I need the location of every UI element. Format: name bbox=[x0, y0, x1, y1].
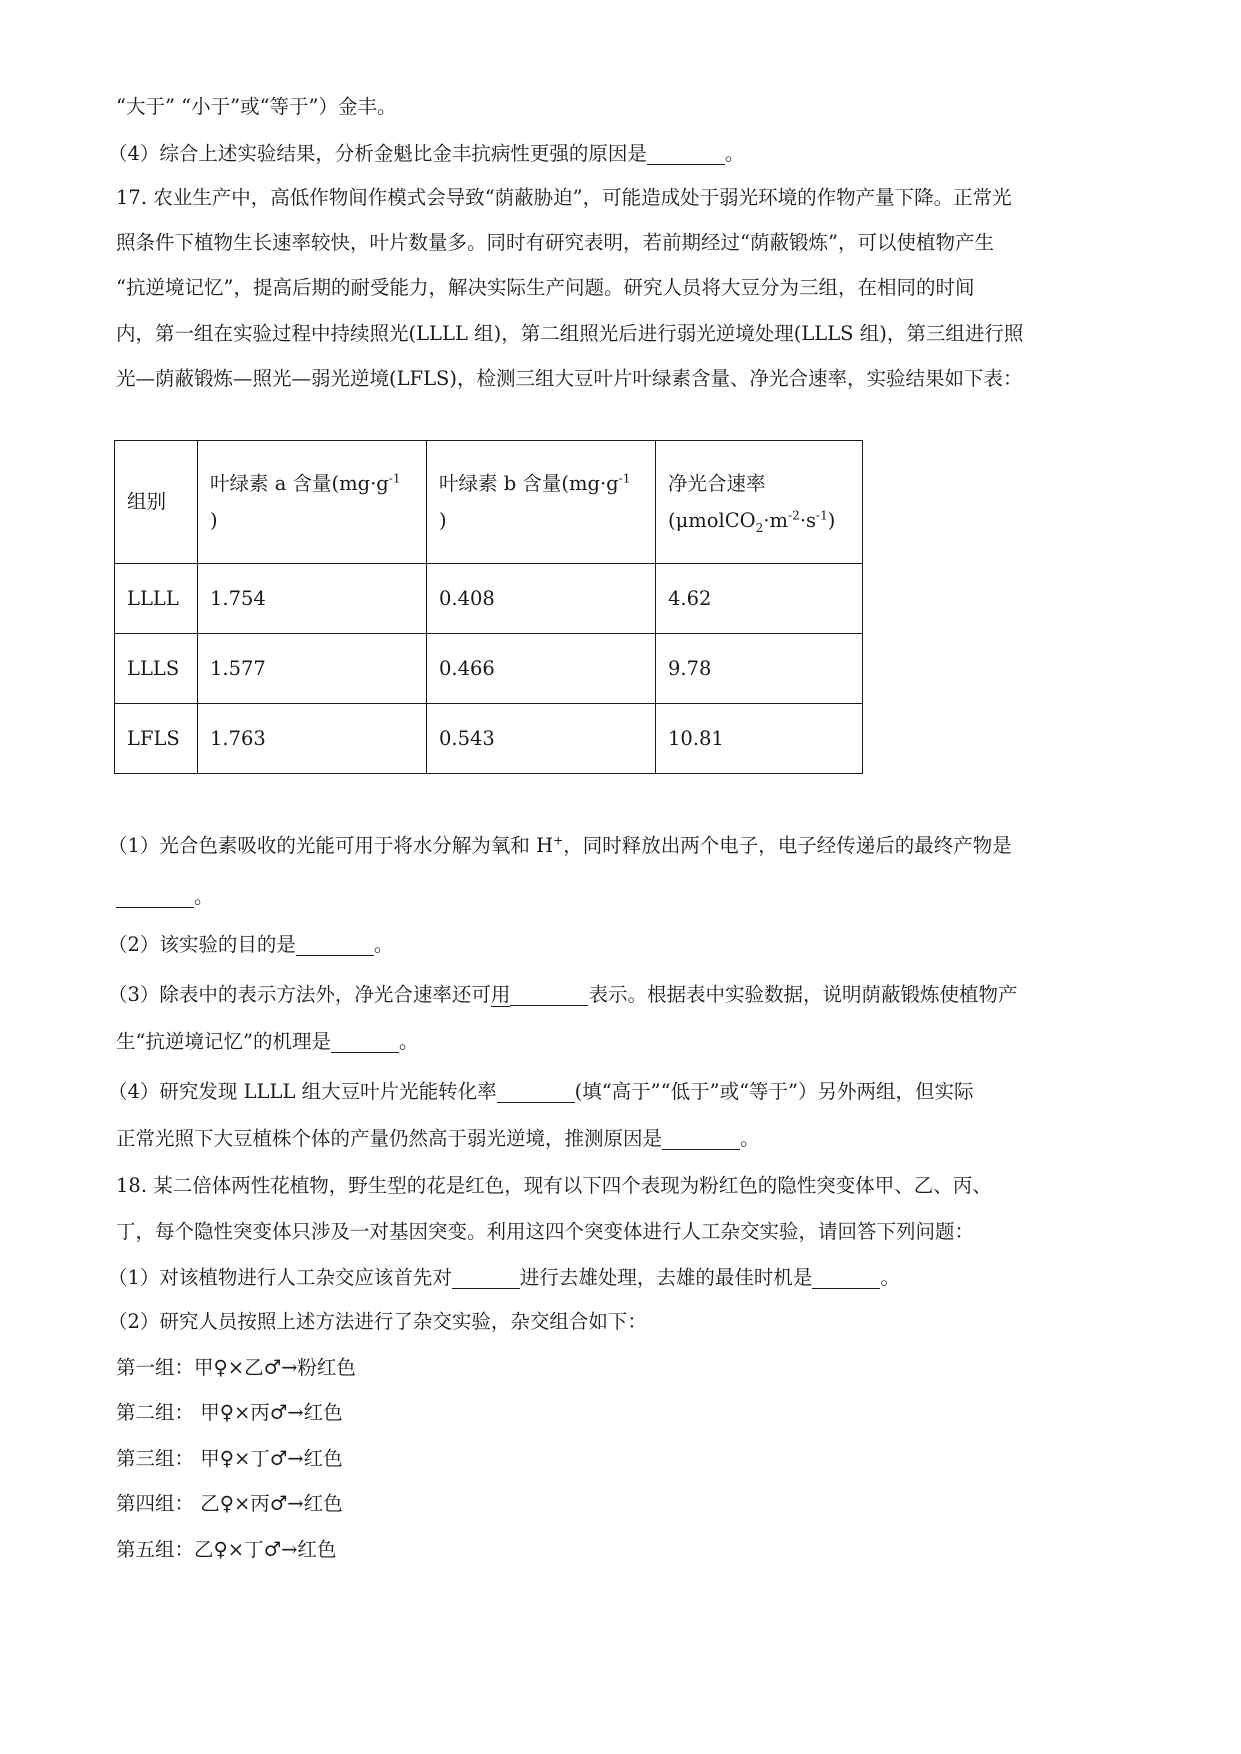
text: ，同时释放出两个电子，电子经传递后的最终产物是 bbox=[563, 834, 1012, 857]
text: （1）对该植物进行人工杂交应该首先对 bbox=[108, 1265, 452, 1289]
table-row bbox=[115, 704, 863, 774]
text: （2）该实验的目的是 bbox=[108, 932, 296, 956]
answer-blank[interactable] bbox=[497, 1081, 575, 1103]
text: 。 bbox=[880, 1265, 900, 1289]
text: 。 bbox=[724, 141, 745, 165]
superscript: -1 bbox=[816, 508, 828, 523]
text: （4）研究发现 LLLL 组大豆叶片光能转化率 bbox=[108, 1079, 497, 1103]
cross-group-5 bbox=[116, 1540, 336, 1560]
question-17-part-3-cont bbox=[116, 1031, 418, 1053]
header-cell-chlorophyll-b bbox=[427, 441, 656, 564]
table-cell: 9.78 bbox=[656, 634, 863, 704]
question-17-part-1-cont bbox=[116, 886, 214, 908]
table-row bbox=[115, 564, 863, 634]
header-text: ) bbox=[827, 509, 836, 532]
table-cell: 1.754 bbox=[198, 564, 427, 634]
text: （2）研究人员按照上述方法进行了杂交实验，杂交组合如下： bbox=[108, 1310, 647, 1333]
text: 第一组：甲♀×乙♂→粉红色 bbox=[116, 1356, 356, 1379]
text: 表示。根据表中实验数据，说明荫蔽锻炼使植物产 bbox=[588, 982, 1018, 1006]
answer-blank[interactable] bbox=[647, 143, 725, 165]
text: 正常光照下大豆植株个体的产量仍然高于弱光逆境，推测原因是 bbox=[116, 1126, 663, 1150]
header-text: 净光合速率 bbox=[668, 471, 766, 495]
answer-blank[interactable] bbox=[331, 1031, 399, 1053]
header-cell-group bbox=[115, 441, 198, 564]
answer-blank[interactable] bbox=[662, 1128, 740, 1150]
question-18-line bbox=[116, 1176, 992, 1196]
question-18-part-2 bbox=[108, 1312, 647, 1332]
header-text: ) bbox=[210, 509, 218, 532]
subscript: 2 bbox=[755, 520, 764, 535]
text: 第四组： 乙♀×丙♂→红色 bbox=[116, 1492, 343, 1515]
table-cell: LLLS bbox=[115, 634, 198, 704]
superscript: + bbox=[553, 833, 564, 848]
question-18-line bbox=[116, 1222, 974, 1242]
question-17-part-3 bbox=[108, 984, 1017, 1006]
header-text: 叶绿素 b 含量(mg·g bbox=[439, 471, 619, 495]
table-cell: 4.62 bbox=[656, 564, 863, 634]
text: 第三组： 甲♀×丁♂→红色 bbox=[116, 1447, 343, 1470]
superscript: -1 bbox=[388, 471, 401, 486]
header-cell-chlorophyll-a bbox=[198, 441, 427, 564]
text: 第二组： 甲♀×丙♂→红色 bbox=[116, 1401, 343, 1424]
cross-group-1 bbox=[116, 1358, 356, 1378]
table-cell: LLLL bbox=[115, 564, 198, 634]
answer-blank[interactable] bbox=[116, 886, 194, 908]
table-header-row bbox=[115, 441, 863, 564]
text: 18. 某二倍体两性花植物，野生型的花是红色，现有以下四个表现为粉红色的隐性突变体甲、乙、丙、 bbox=[116, 1174, 992, 1197]
question-17-line bbox=[116, 278, 974, 298]
question-17-line bbox=[116, 324, 1023, 344]
superscript: -2 bbox=[788, 508, 800, 523]
text: (填“高于”“低于”或“等于”）另外两组，但实际 bbox=[574, 1079, 974, 1103]
cross-group-2 bbox=[116, 1403, 343, 1423]
text: 第五组：乙♀×丁♂→红色 bbox=[116, 1538, 337, 1561]
question-17-part-2 bbox=[108, 934, 393, 956]
table-cell: 0.466 bbox=[427, 634, 656, 704]
text: 生“抗逆境记忆”的机理是 bbox=[116, 1029, 331, 1053]
text: 丁，每个隐性突变体只涉及一对基因突变。利用这四个突变体进行人工杂交实验，请回答下列问题： bbox=[116, 1220, 975, 1243]
results-table bbox=[114, 440, 863, 774]
question-17-part-4 bbox=[108, 1081, 974, 1103]
text: （1）光合色素吸收的光能可用于将水分解为氧和 H bbox=[108, 834, 554, 857]
header-text: 组别 bbox=[127, 490, 167, 514]
text: 。 bbox=[398, 1029, 419, 1053]
table-cell: 10.81 bbox=[656, 704, 863, 774]
text: 。 bbox=[740, 1126, 760, 1150]
text: 照条件下植物生长速率较快，叶片数量多。同时有研究表明，若前期经过“荫蔽锻炼”，可以使植物产生 bbox=[116, 231, 994, 254]
question-17-part-4-cont bbox=[116, 1128, 760, 1150]
question-17-line bbox=[116, 233, 994, 253]
question-17-line bbox=[116, 188, 1012, 208]
table-cell: LFLS bbox=[115, 704, 198, 774]
answer-blank[interactable] bbox=[812, 1267, 880, 1289]
text: “抗逆境记忆”，提高后期的耐受能力，解决实际生产问题。研究人员将大豆分为三组，在相同的时间 bbox=[116, 276, 975, 299]
question-18-part-1 bbox=[108, 1267, 900, 1289]
text: 进行去雄处理，去雄的最佳时机是 bbox=[519, 1265, 813, 1289]
table-cell: 1.577 bbox=[198, 634, 427, 704]
cross-group-4 bbox=[116, 1494, 343, 1514]
table-cell: 0.408 bbox=[427, 564, 656, 634]
cross-group-3 bbox=[116, 1449, 343, 1469]
text: 17. 农业生产中，高低作物间作模式会导致“荫蔽胁迫”，可能造成处于弱光环境的作物产量下降。正常光 bbox=[116, 186, 1012, 209]
answer-blank[interactable] bbox=[452, 1267, 520, 1289]
header-text: ·m bbox=[763, 509, 789, 532]
text-line bbox=[116, 97, 397, 117]
question-17-part-1 bbox=[108, 833, 1012, 857]
table-cell: 1.763 bbox=[198, 704, 427, 774]
header-text: (μmolCO bbox=[668, 509, 756, 532]
text: 。 bbox=[194, 884, 214, 908]
table-row bbox=[115, 634, 863, 704]
text: “大于” “小于”或“等于”）金丰。 bbox=[116, 95, 397, 118]
answer-blank[interactable] bbox=[296, 934, 374, 956]
question-17-line bbox=[116, 369, 1023, 389]
text: 光—荫蔽锻炼—照光—弱光逆境(LFLS)，检测三组大豆叶片叶绿素含量、净光合速率，实验结果如下表： bbox=[116, 367, 1023, 390]
answer-blank[interactable] bbox=[510, 984, 588, 1006]
superscript: -1 bbox=[618, 471, 631, 486]
text: 内，第一组在实验过程中持续照光(LLLL 组)，第二组照光后进行弱光逆境处理(LLLS 组)，第三组进行照 bbox=[116, 322, 1024, 345]
text: （4）综合上述实验结果，分析金魁比金丰抗病性更强的原因是 bbox=[108, 141, 647, 165]
text: 。 bbox=[373, 932, 394, 956]
text-line bbox=[108, 143, 744, 165]
table-cell: 0.543 bbox=[427, 704, 656, 774]
header-text: ·s bbox=[799, 509, 817, 532]
header-cell-net-photosynthesis bbox=[656, 441, 863, 564]
header-text: 叶绿素 a 含量(mg·g bbox=[210, 471, 389, 495]
header-text: ) bbox=[439, 509, 447, 532]
text: （3）除表中的表示方法外，净光合速率还可 bbox=[108, 982, 491, 1006]
text: 用 bbox=[490, 982, 511, 1006]
